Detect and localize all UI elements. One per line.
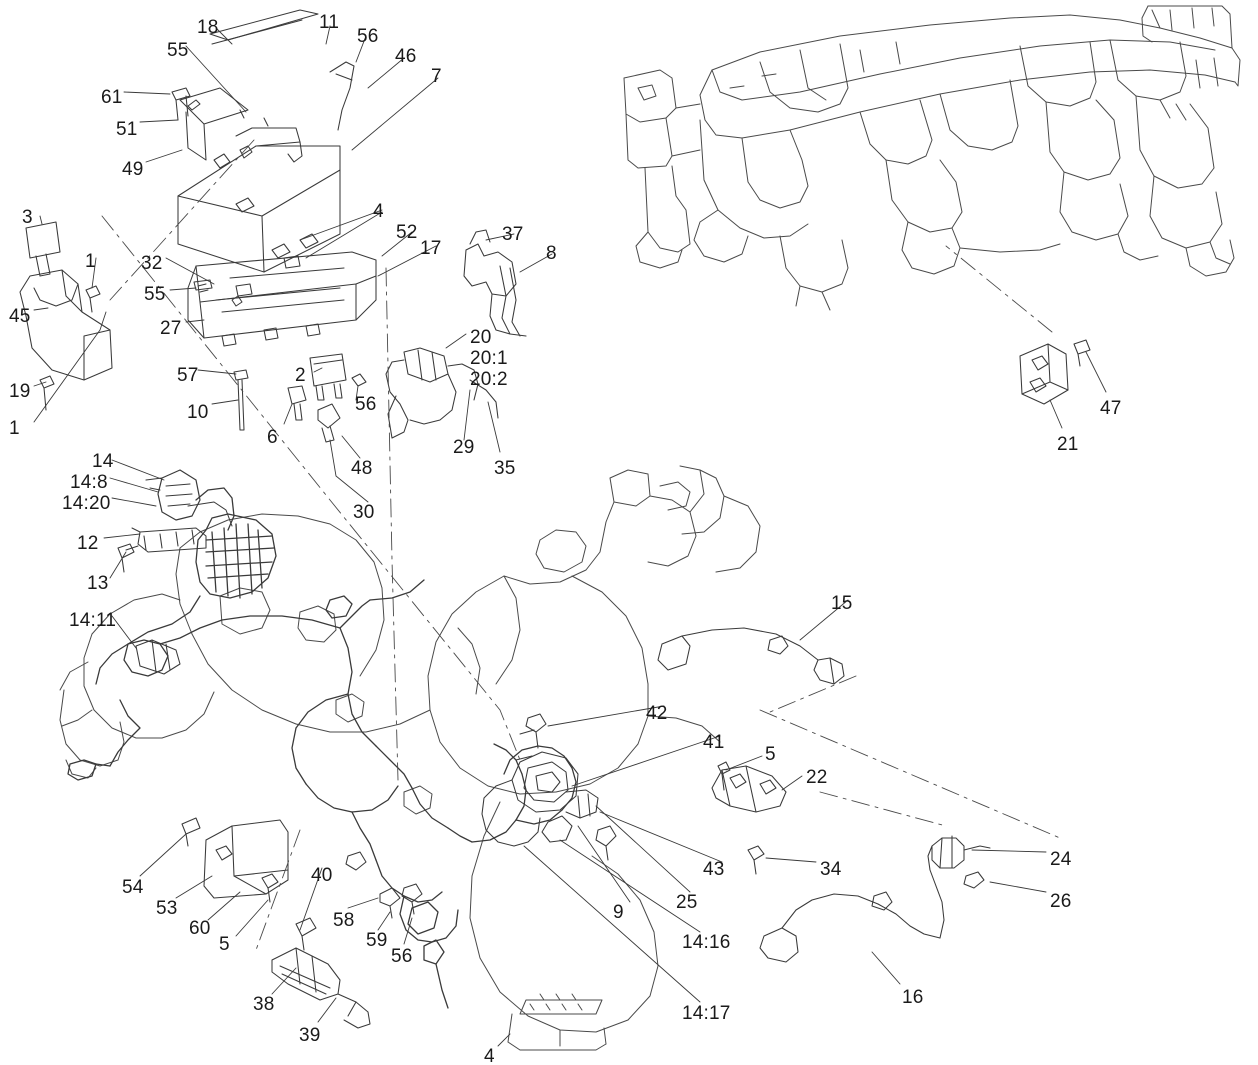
- callout-19: 19: [9, 381, 31, 402]
- callout-25: 25: [676, 892, 698, 913]
- callout-18: 18: [197, 17, 219, 38]
- callout-37: 37: [502, 224, 524, 245]
- callout-35: 35: [494, 458, 516, 479]
- callout-60: 60: [189, 918, 211, 939]
- callout-58: 58: [333, 910, 355, 931]
- callout-53: 53: [156, 898, 178, 919]
- callout-54: 54: [122, 877, 144, 898]
- callout-43: 43: [703, 859, 725, 880]
- callout-20: 20: [470, 327, 492, 348]
- callout-49: 49: [122, 159, 144, 180]
- callout-16: 16: [902, 987, 924, 1008]
- callout-59: 59: [366, 930, 388, 951]
- callout-4-b: 4: [484, 1046, 495, 1065]
- callout-5-b: 5: [219, 934, 230, 955]
- callout-45: 45: [9, 306, 31, 327]
- callout-52: 52: [396, 222, 418, 243]
- callout-30: 30: [353, 502, 375, 523]
- callout-24: 24: [1050, 849, 1072, 870]
- callout-42: 42: [646, 703, 668, 724]
- callout-6: 6: [267, 427, 278, 448]
- callout-14-16: 14:16: [682, 932, 731, 953]
- callout-10: 10: [187, 402, 209, 423]
- callout-8: 8: [546, 243, 557, 264]
- callout-47: 47: [1100, 398, 1122, 419]
- callout-34: 34: [820, 859, 842, 880]
- callout-17: 17: [420, 238, 442, 259]
- callout-61: 61: [101, 87, 123, 108]
- callout-14-8: 14:8: [70, 472, 108, 493]
- callout-29: 29: [453, 437, 475, 458]
- callout-51: 51: [116, 119, 138, 140]
- callout-32: 32: [141, 253, 163, 274]
- callout-41: 41: [703, 732, 725, 753]
- callout-14: 14: [92, 451, 114, 472]
- callout-26: 26: [1050, 891, 1072, 912]
- callout-48: 48: [351, 458, 373, 479]
- callout-40: 40: [311, 865, 333, 886]
- callout-27: 27: [160, 318, 182, 339]
- callout-56-b: 56: [355, 394, 377, 415]
- callout-21: 21: [1057, 434, 1079, 455]
- callout-55-b: 55: [144, 284, 166, 305]
- callout-22: 22: [806, 767, 828, 788]
- callout-14-20: 14:20: [62, 493, 111, 514]
- callout-1-b: 1: [9, 418, 20, 439]
- callout-57: 57: [177, 365, 199, 386]
- callout-46: 46: [395, 46, 417, 67]
- callout-14-17: 14:17: [682, 1003, 731, 1024]
- callout-13: 13: [87, 573, 109, 594]
- callout-3: 3: [22, 207, 33, 228]
- callout-38: 38: [253, 994, 275, 1015]
- callout-7: 7: [431, 66, 442, 87]
- callout-20-1: 20:1: [470, 348, 508, 369]
- callout-5-a: 5: [765, 744, 776, 765]
- callout-12: 12: [77, 533, 99, 554]
- callout-56-c: 56: [391, 946, 413, 967]
- callout-55-a: 55: [167, 40, 189, 61]
- callout-2: 2: [295, 365, 306, 386]
- callout-4-a: 4: [373, 201, 384, 222]
- callout-15: 15: [831, 593, 853, 614]
- callout-39: 39: [299, 1025, 321, 1046]
- callout-11: 11: [319, 12, 340, 33]
- callout-56-a: 56: [357, 26, 379, 47]
- callout-1-a: 1: [85, 251, 96, 272]
- callout-14-11: 14:11: [69, 610, 117, 631]
- callout-9: 9: [613, 902, 624, 923]
- callout-20-2: 20:2: [470, 369, 508, 390]
